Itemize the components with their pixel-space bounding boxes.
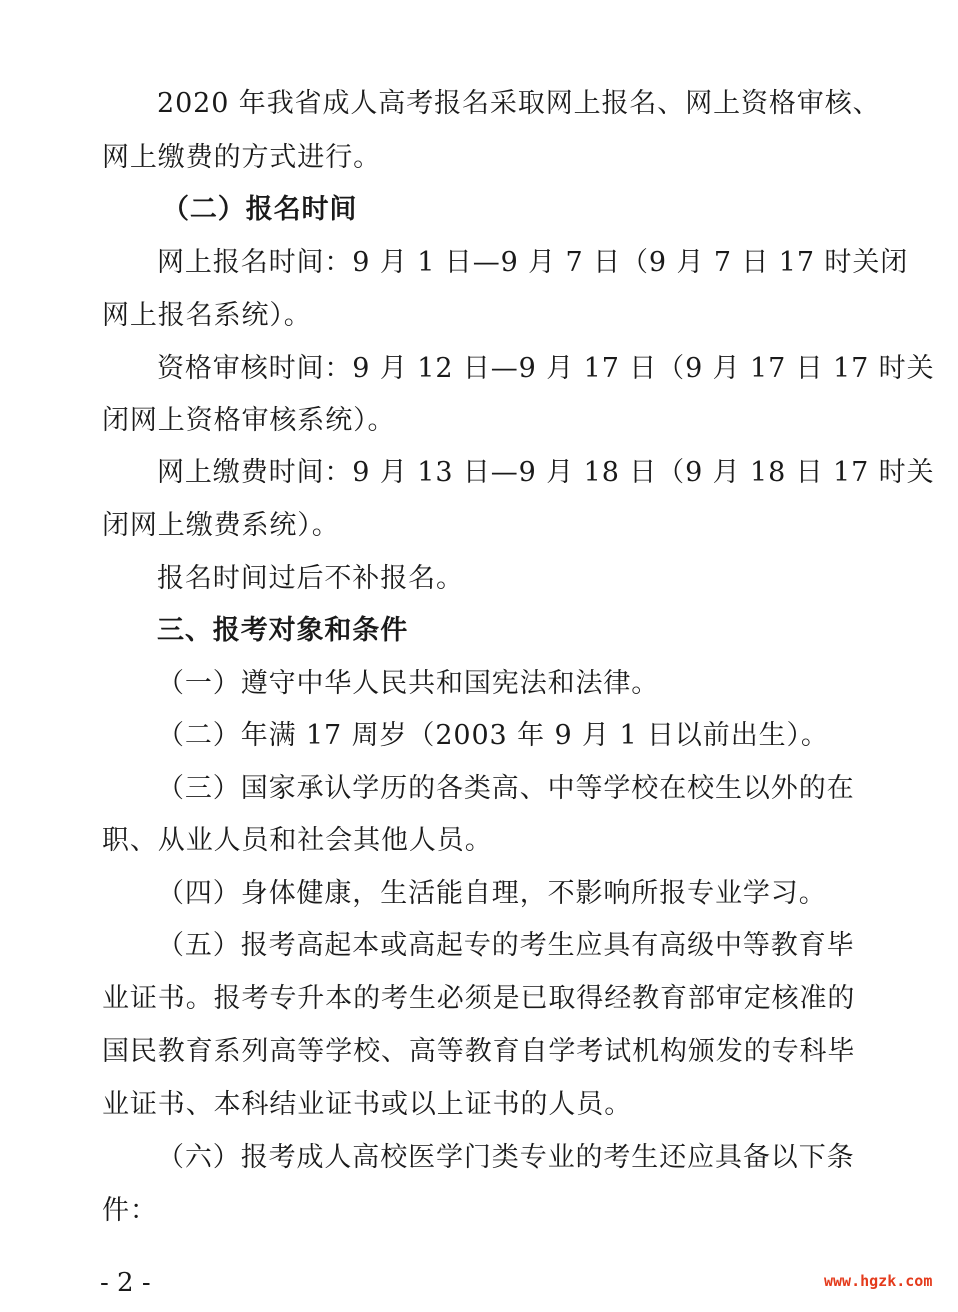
paragraph-qualification-review-time-line-1: 资格审核时间：9 月 12 日—9 月 17 日（9 月 17 日 17 时关 [157,353,935,384]
condition-5-line-3: 国民教育系列高等学校、高等教育自学考试机构颁发的专科毕 [102,1036,856,1067]
condition-3-line-1: （三）国家承认学历的各类高、中等学校在校生以外的在 [157,773,855,804]
site-watermark: www.hgzk.com [824,1272,933,1290]
paragraph-online-registration-time-line-2: 网上报名系统）。 [102,300,312,331]
condition-5-line-1: （五）报考高起本或高起专的考生应具有高级中等教育毕 [157,930,855,961]
subheading-registration-time: （二）报名时间 [162,194,358,225]
paragraph-online-payment-time-line-1: 网上缴费时间：9 月 13 日—9 月 18 日（9 月 18 日 17 时关 [157,457,935,488]
condition-5-line-4: 业证书、本科结业证书或以上证书的人员。 [102,1089,633,1120]
paragraph-qualification-review-time-line-2: 闭网上资格审核系统）。 [102,405,396,436]
paragraph-registration-method-line-1: 2020 年我省成人高考报名采取网上报名、网上资格审核、 [157,88,881,119]
page-number: - 2 - [100,1268,151,1298]
condition-5-line-2: 业证书。报考专升本的考生必须是已取得经教育部审定核准的 [102,983,856,1014]
section-heading-applicants-and-conditions: 三、报考对象和条件 [157,615,409,646]
condition-6-line-2: 件： [102,1195,158,1226]
condition-6-line-1: （六）报考成人高校医学门类专业的考生还应具备以下条 [157,1142,855,1173]
condition-3-line-2: 职、从业人员和社会其他人员。 [102,825,493,856]
condition-1: （一）遵守中华人民共和国宪法和法律。 [157,668,660,699]
paragraph-online-registration-time-line-1: 网上报名时间：9 月 1 日—9 月 7 日（9 月 7 日 17 时关闭 [157,247,909,278]
condition-2: （二）年满 17 周岁（2003 年 9 月 1 日以前出生）。 [157,720,829,751]
paragraph-no-late-registration: 报名时间过后不补报名。 [157,563,464,594]
paragraph-online-payment-time-line-2: 闭网上缴费系统）。 [102,510,340,541]
paragraph-registration-method-line-2: 网上缴费的方式进行。 [102,142,381,173]
condition-4: （四）身体健康，生活能自理，不影响所报专业学习。 [157,878,827,909]
